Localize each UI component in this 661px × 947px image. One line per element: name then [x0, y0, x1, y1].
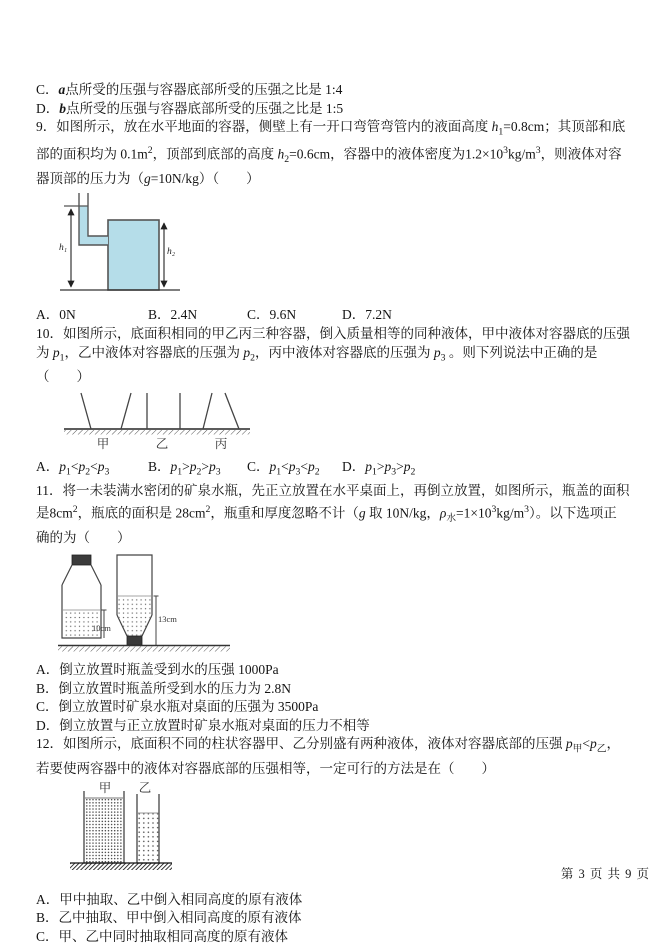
q11-option-c: C．倒立放置时矿泉水瓶对桌面的压强为 3500Pa — [36, 699, 319, 715]
q12-option-c: C．甲、乙中同时抽取相同高度的原有液体 — [36, 928, 289, 944]
prev-question-option-c: C．a点所受的压强与容器底部所受的压强之比是 1:4 — [36, 82, 343, 97]
container-jia-left-wall — [81, 393, 91, 429]
ground-hatching — [64, 430, 250, 435]
three-containers-diagram — [61, 389, 253, 453]
ground-bar-hatched — [70, 863, 172, 870]
q9-option-b: B．2.4N — [148, 307, 198, 323]
label-yi: 乙 — [155, 436, 169, 451]
question-10-options — [36, 458, 630, 482]
label-yi: 乙 — [138, 781, 152, 796]
container-jia-liquid — [85, 798, 123, 863]
q9-option-d: D．7.2N — [342, 307, 392, 323]
upright-water-height-label: 10cm — [92, 623, 111, 634]
q9-option-a: A．0N — [36, 307, 76, 323]
question-10-figure — [61, 389, 630, 459]
container-bing-right-wall — [225, 393, 239, 429]
page-number: 第 3 页 共 9 页 — [560, 867, 650, 881]
q10-option-a: A．$p_1<p_2<p_3$ — [36, 459, 110, 478]
q11-option-b: B．倒立放置时瓶盖所受到水的压力为 2.8N — [36, 680, 292, 696]
container-with-bent-tube-diagram — [58, 190, 193, 296]
q10-option-b: B．$p_1>p_2>p_3$ — [148, 459, 221, 478]
ground-hatching — [58, 647, 230, 652]
question-12-options — [36, 891, 630, 947]
exam-content — [36, 81, 630, 947]
inverted-bottle-water-lower — [118, 615, 151, 636]
bottle-upright-and-inverted-diagram — [56, 550, 234, 654]
label-jia: 甲 — [98, 781, 112, 796]
label-bing: 丙 — [214, 436, 228, 451]
question-12-stem: 12．如图所示，底面积不同的柱状容器甲、乙分别盛有两种液体，液体对容器底部的压强 $p_甲<p_乙$，若要使两容器中的液体对容器底部的压强相等，一定可行的方法是在（ ） — [36, 736, 620, 776]
h1-label: h₁ — [59, 242, 68, 253]
q12-option-a: A．甲中抽取、乙中倒入相同高度的原有液体 — [36, 891, 303, 907]
prev-question-option-d: D．b点所受的压强与容器底部所受的压强之比是 1:5 — [36, 100, 344, 116]
inverted-water-height-label: 13cm — [158, 614, 177, 625]
inverted-bottle-water-upper — [118, 596, 151, 615]
question-11-options — [36, 661, 630, 735]
q12-option-b: B．乙中抽取、甲中倒入相同高度的原有液体 — [36, 910, 302, 926]
tube-inner-wall — [88, 193, 108, 236]
q10-option-c: C．$p_1<p_3<p_2$ — [247, 459, 320, 478]
question-9-options — [36, 306, 630, 325]
question-10-stem: 10．如图所示，底面积相同的甲乙丙三种容器，倒入质量相等的同种液体，甲中液体对容器底的压强为 $p_1$，乙中液体对容器底的压强为 $p_2$，丙中液体对容器底的压强为 $p_3$ 。则下列说法中正确的是（ ） — [36, 326, 630, 384]
sealed-container-liquid — [108, 220, 159, 290]
question-9-figure — [58, 190, 630, 302]
question-9-stem: 9．如图所示，放在水平地面的容器，侧壁上有一开口弯管弯管内的液面高度 $h_1=0.8cm$；其顶部和底部的面积均为 $0.1m^2$，顶部到底部的高度 $h_2=0.6cm$，容器中的液体密度为$1.2\times 10^3kg/m^3$，则液体对容器顶部的压力为（g=10N/kg）（ ） — [36, 119, 626, 187]
question-11-figure — [56, 550, 630, 660]
q10-option-d: D．$p_1>p_3>p_2$ — [342, 459, 416, 478]
label-jia: 甲 — [96, 436, 110, 451]
h2-label: h₂ — [167, 246, 176, 257]
container-jia-right-wall — [121, 393, 131, 429]
upright-bottle-left-shoulder — [62, 565, 72, 585]
upright-bottle-cap — [72, 555, 91, 565]
two-cylindrical-containers-diagram — [64, 780, 199, 877]
q11-option-d: D．倒立放置与正立放置时矿泉水瓶对桌面的压力不相等 — [36, 717, 370, 733]
inverted-bottle-cap — [127, 636, 142, 645]
container-yi-liquid — [138, 813, 159, 863]
question-12-figure — [64, 780, 630, 883]
tube-liquid — [79, 206, 108, 245]
container-bing-left-wall — [203, 393, 212, 429]
upright-bottle-right-shoulder — [91, 565, 101, 585]
q9-option-c: C．9.6N — [247, 307, 297, 323]
question-11-stem: 11．将一未装满水密闭的矿泉水瓶，先正立放置在水平桌面上，再倒立放置，如图所示，瓶盖的面积是$8cm^2$，瓶底的面积是 $28cm^2$，瓶重和厚度忽略不计（g 取 10N/kg，$\rho_水=1\times 10^3kg/m^3$）。以下选项正确的为（ ） — [36, 483, 630, 545]
q11-option-a: A．倒立放置时瓶盖受到水的压强 1000Pa — [36, 661, 279, 677]
